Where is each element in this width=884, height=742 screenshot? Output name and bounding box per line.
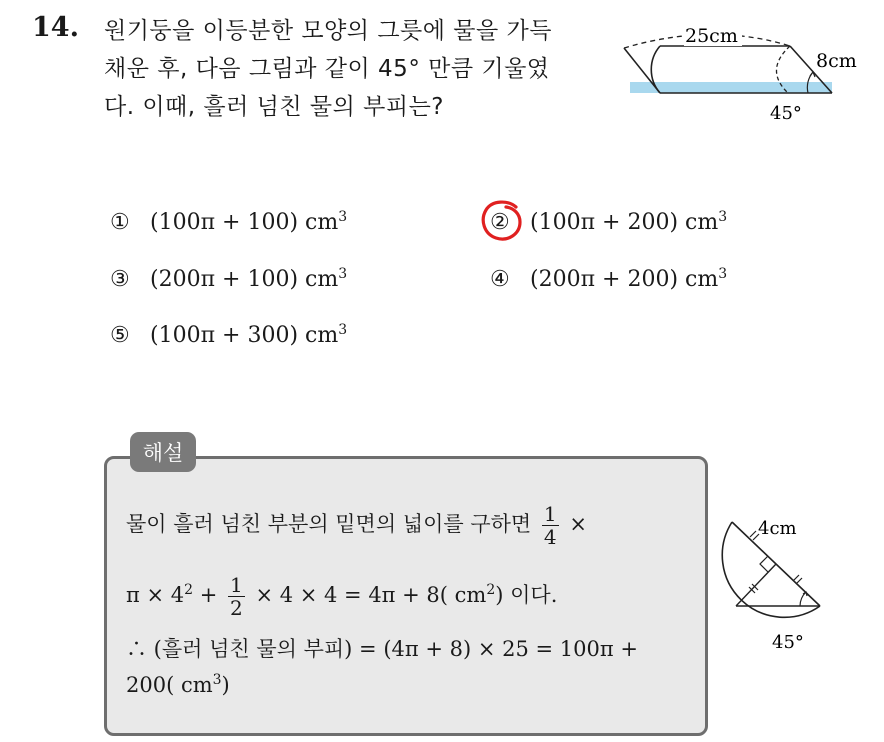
solution-text: 물이 흘러 넘친 부분의 밑면의 넓이를 구하면 <box>126 512 532 536</box>
choice-text: (100π + 300) cm <box>150 323 339 349</box>
choice-3[interactable] <box>110 266 347 292</box>
solution-line-3: ∴ (흘러 넘친 물의 부피) = (4π + 8) × 25 = 100π + <box>126 637 638 661</box>
choice-exponent: 3 <box>338 322 348 338</box>
fraction-denominator: 2 <box>230 596 243 620</box>
tilted-container-figure <box>612 18 884 128</box>
right-angle-mark <box>760 556 768 572</box>
choice-number: ④ <box>490 267 510 293</box>
choice-exponent: 3 <box>718 209 728 225</box>
water-region <box>630 82 832 93</box>
fraction-denominator: 4 <box>543 525 557 549</box>
solution-line-2 <box>126 560 557 625</box>
choice-5[interactable] <box>110 322 347 348</box>
fraction-numerator: 1 <box>543 502 557 526</box>
choice-1[interactable] <box>110 209 347 235</box>
choice-exponent: 3 <box>338 266 348 282</box>
choice-text: (200π + 200) cm <box>530 267 719 293</box>
radius-label: 4cm <box>758 518 797 539</box>
exponent: 2 <box>486 582 496 598</box>
question-number: 14. <box>32 12 79 43</box>
question-line-2: 채운 후, 다음 그림과 같이 45° 만큼 기울였 <box>104 56 550 82</box>
angle-arc <box>800 592 806 606</box>
fraction-one-half <box>228 574 245 619</box>
choice-text: (100π + 200) cm <box>530 210 719 236</box>
solution-text: ) 이다. <box>495 583 558 607</box>
choice-number: ② <box>490 210 510 236</box>
solution-tag: 해설 <box>130 432 196 472</box>
choice-number: ⑤ <box>110 323 130 349</box>
solution-line-1 <box>126 494 587 554</box>
solution-text: π × 4 <box>126 583 185 607</box>
choice-4[interactable] <box>490 266 727 292</box>
exponent: 3 <box>212 672 222 688</box>
choice-text: (200π + 100) cm <box>150 267 339 293</box>
question-line-3: 다. 이때, 흘러 넘친 물의 부피는? <box>104 94 445 120</box>
exponent: 2 <box>184 582 194 598</box>
question-line-1: 원기둥을 이등분한 모양의 그릇에 물을 가득 <box>104 18 552 44</box>
length-label: 25cm <box>685 25 738 47</box>
angle-label: 45° <box>770 103 802 124</box>
angle-label: 45° <box>772 632 804 653</box>
choice-exponent: 3 <box>718 266 728 282</box>
solution-text: × 4 × 4 = 4π + 8( cm <box>255 583 487 607</box>
times-sign: × <box>569 512 587 536</box>
fraction-one-quarter <box>542 503 559 548</box>
solution-text: 200( cm <box>126 673 213 697</box>
solution-line-4 <box>126 672 230 697</box>
cross-section-figure <box>712 512 828 656</box>
choice-text: (100π + 100) cm <box>150 210 339 236</box>
radius-line <box>736 564 776 606</box>
radius-label: 8cm <box>816 50 857 72</box>
answer-circle-mark <box>478 198 526 244</box>
choice-number: ③ <box>110 267 130 293</box>
solution-text: ) <box>221 673 230 697</box>
choice-exponent: 3 <box>338 209 348 225</box>
choice-number: ① <box>110 210 130 236</box>
fraction-numerator: 1 <box>230 573 243 597</box>
plus-sign: + <box>199 583 218 607</box>
